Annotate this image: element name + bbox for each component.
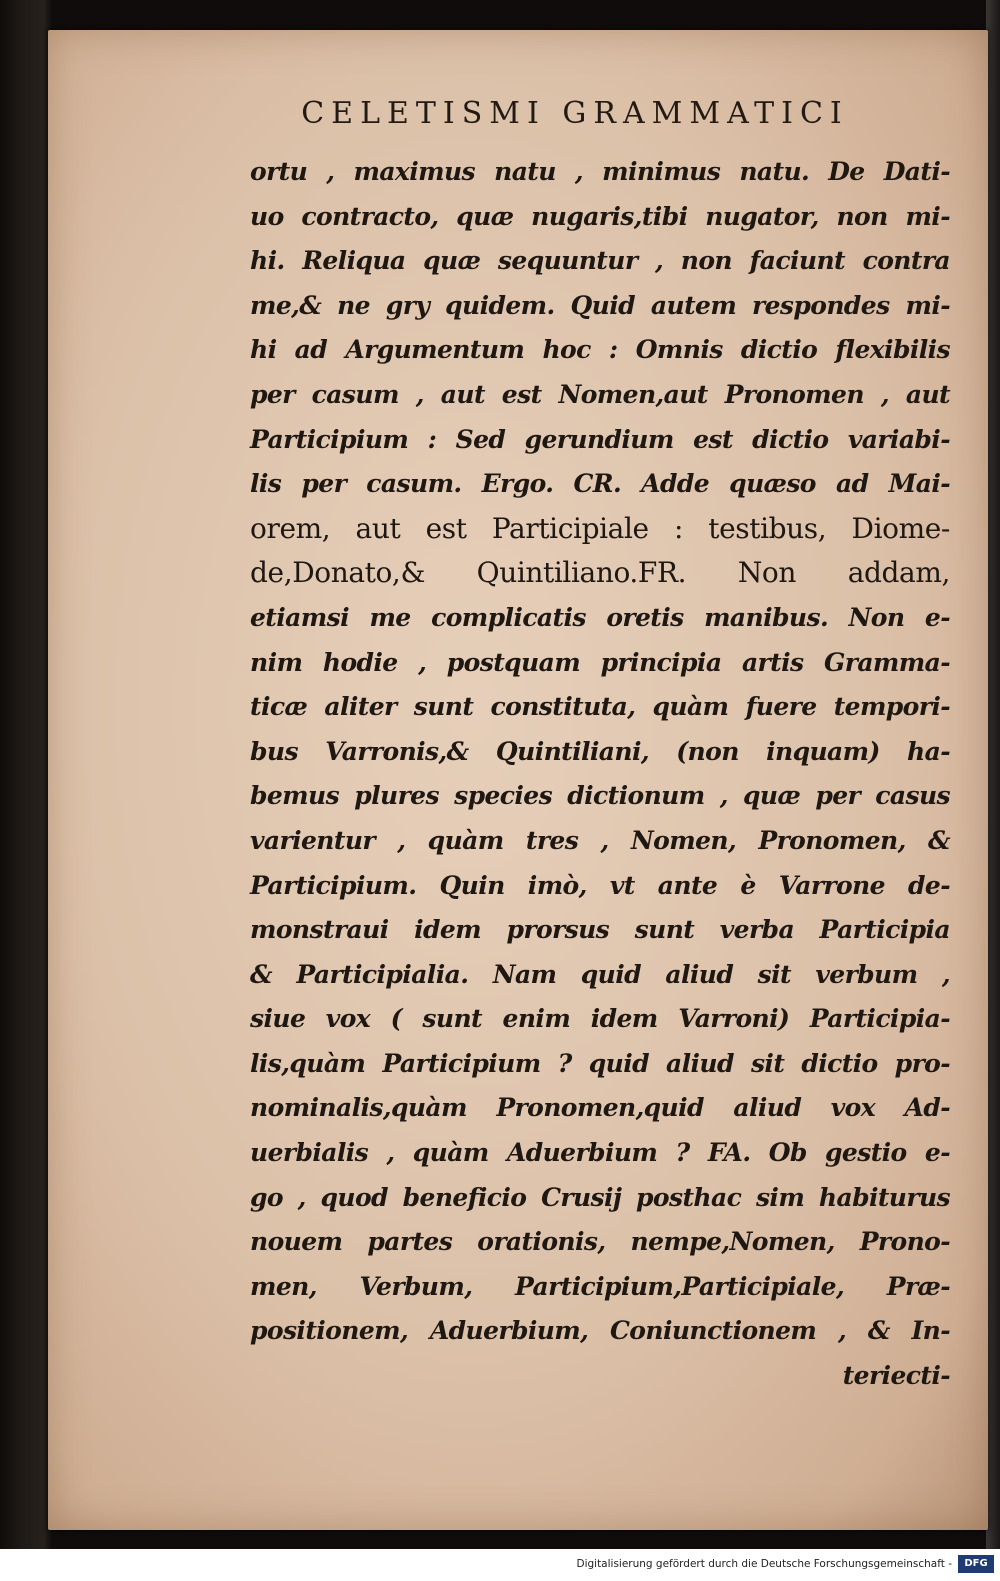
text-line: monstraui idem prorsus sunt verba Participia	[250, 915, 950, 945]
dfg-logo-icon: DFG	[958, 1555, 994, 1573]
text-line: ortu , maximus natu , minimus natu. De Dati-	[250, 157, 950, 186]
book-board-edge	[986, 0, 1000, 1581]
text-line: per casum , aut est Nomen,aut Pronomen , aut	[250, 379, 950, 409]
text-line: lis,quàm Participium ? quid aliud sit dictio pro-	[250, 1048, 950, 1078]
text-line: uo contracto, quæ nugaris,tibi nugator, non mi-	[250, 201, 950, 231]
text-line: de,Donato,& Quintiliano.FR. Non addam,	[250, 556, 950, 590]
text-line: bus Varronis,& Quintiliani, (non inquam) ha-	[250, 736, 950, 766]
text-line: lis per casum. Ergo. CR. Adde quæso ad Mai-	[250, 469, 950, 499]
text-line: etiamsi me complicatis oretis manibus. Non e-	[250, 602, 950, 632]
page-text-block	[250, 150, 950, 1399]
text-line: orem, aut est Participiale : testibus, Diome-	[250, 511, 950, 545]
text-line: bemus plures species dictionum , quæ per casus	[250, 781, 950, 811]
text-line: nominalis,quàm Pronomen,quid aliud vox Ad-	[250, 1093, 950, 1123]
footer-bar	[0, 1549, 1000, 1581]
text-line: siue vox ( sunt enim idem Varroni) Participia-	[250, 1004, 950, 1034]
text-line: men, Verbum, Participium,Participiale, Præ-	[250, 1271, 950, 1301]
text-line: nouem partes orationis, nempe,Nomen, Prono-	[250, 1227, 950, 1257]
text-line: hi ad Argumentum hoc : Omnis dictio flexibilis	[250, 335, 950, 365]
text-line: Participium : Sed gerundium est dictio variabi-	[250, 424, 950, 454]
text-line: teriecti-	[842, 1361, 950, 1391]
text-line: Participium. Quin imò, vt ante è Varrone de-	[250, 870, 950, 900]
funding-credit: Digitalisierung gefördert durch die Deutsche Forschungsgemeinschaft -	[576, 1558, 952, 1570]
running-head: CELETISMI GRAMMATICI	[301, 96, 849, 131]
text-line: nim hodie , postquam principia artis Gramma-	[250, 647, 950, 677]
text-line: uerbialis , quàm Aduerbium ? FA. Ob gestio e-	[250, 1138, 950, 1168]
text-line: positionem, Aduerbium, Coniunctionem , & In-	[250, 1316, 950, 1346]
text-line: ticæ aliter sunt constituta, quàm fuere tempori-	[250, 692, 950, 722]
text-line: hi. Reliqua quæ sequuntur , non faciunt contra	[250, 246, 950, 276]
text-line: & Participialia. Nam quid aliud sit verbum ,	[250, 959, 950, 989]
text-line: me,& ne gry quidem. Quid autem respondes mi-	[250, 290, 950, 320]
text-line: varientur , quàm tres , Nomen, Pronomen, &	[250, 825, 950, 855]
text-line: go , quod beneficio Crusij posthac sim habiturus	[250, 1182, 950, 1212]
